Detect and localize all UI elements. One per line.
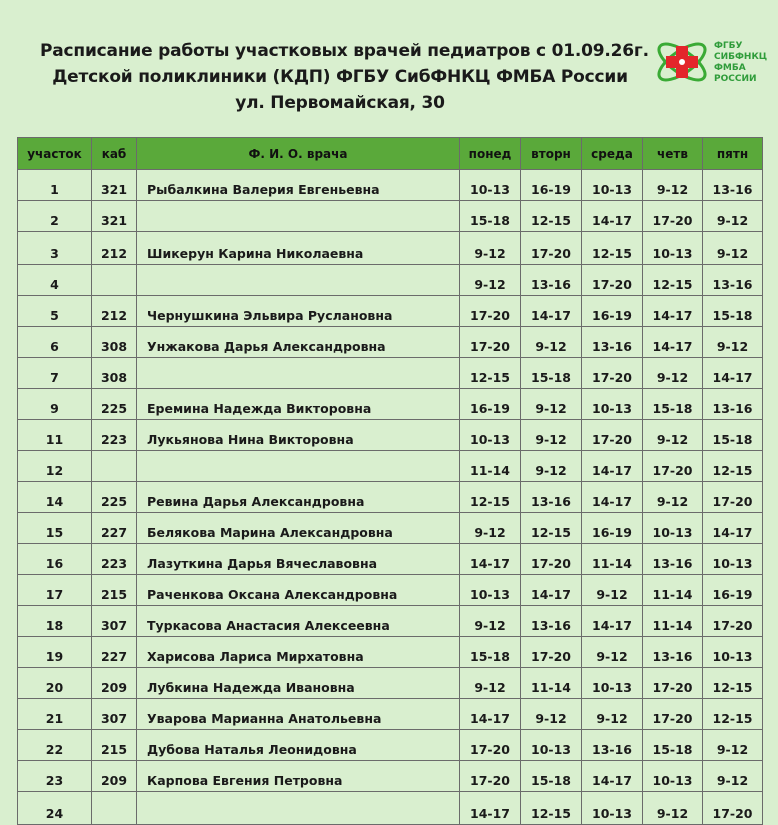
cell-tue: 12-15 [521,201,582,232]
cell-tue: 12-15 [521,792,582,825]
cell-mon: 14-17 [460,544,521,575]
cell-mon: 9-12 [460,606,521,637]
cell-mon: 17-20 [460,730,521,761]
cell-wed: 10-13 [582,170,643,201]
cell-doctor-name: Лукьянова Нина Викторовна [137,420,460,451]
cell-tue: 14-17 [521,296,582,327]
cell-tue: 12-15 [521,513,582,544]
cell-tue: 10-13 [521,730,582,761]
cell-fri: 9-12 [703,761,763,792]
cell-thu: 14-17 [643,296,703,327]
cell-doctor-name: Раченкова Оксана Александровна [137,575,460,606]
cell-thu: 11-14 [643,606,703,637]
cell-tue: 13-16 [521,606,582,637]
cell-thu: 10-13 [643,513,703,544]
cell-district: 23 [18,761,92,792]
cell-wed: 14-17 [582,606,643,637]
cell-fri: 12-15 [703,668,763,699]
cell-mon: 12-15 [460,482,521,513]
column-header: среда [582,138,643,170]
title-line-3: ул. Первомайская, 30 [235,93,445,113]
cell-wed: 17-20 [582,420,643,451]
table-row [18,544,763,575]
cell-room: 321 [92,201,137,232]
cell-thu: 14-17 [643,327,703,358]
cell-mon: 15-18 [460,637,521,668]
cell-mon: 11-14 [460,451,521,482]
cell-tue: 15-18 [521,761,582,792]
cell-room: 212 [92,296,137,327]
logo-text: ФГБУ СИБФНКЦ ФМБА РОССИИ [714,41,768,84]
cell-thu: 10-13 [643,761,703,792]
table-header-row [18,138,763,170]
table-row [18,606,763,637]
cell-wed: 11-14 [582,544,643,575]
cell-district: 7 [18,358,92,389]
cell-mon: 10-13 [460,420,521,451]
cell-district: 6 [18,327,92,358]
title-line-2: Детской поликлиники (КДП) ФГБУ СибФНКЦ ФМБА России [52,67,628,87]
cell-room: 223 [92,544,137,575]
cell-mon: 9-12 [460,265,521,296]
column-header: Ф. И. О. врача [137,138,460,170]
cell-wed: 14-17 [582,201,643,232]
cell-room: 227 [92,513,137,544]
cell-district: 16 [18,544,92,575]
cell-tue: 17-20 [521,232,582,265]
page-title [40,38,649,116]
cell-doctor-name: Уварова Марианна Анатольевна [137,699,460,730]
cell-room: 308 [92,327,137,358]
cell-room: 212 [92,232,137,265]
cell-thu: 12-15 [643,265,703,296]
table-row [18,699,763,730]
column-header: вторн [521,138,582,170]
cell-room: 215 [92,575,137,606]
cell-tue: 13-16 [521,265,582,296]
cell-district: 12 [18,451,92,482]
cell-room: 307 [92,606,137,637]
cell-district: 24 [18,792,92,825]
cell-tue: 9-12 [521,451,582,482]
cell-fri: 14-17 [703,358,763,389]
table-row [18,265,763,296]
cell-wed: 14-17 [582,482,643,513]
cell-fri: 9-12 [703,730,763,761]
column-header: участок [18,138,92,170]
table-row [18,232,763,265]
cell-wed: 16-19 [582,513,643,544]
table-row [18,575,763,606]
table-row [18,482,763,513]
cell-room [92,265,137,296]
cell-room: 215 [92,730,137,761]
cell-wed: 17-20 [582,265,643,296]
cell-district: 21 [18,699,92,730]
cell-tue: 13-16 [521,482,582,513]
cell-room: 225 [92,389,137,420]
cell-fri: 17-20 [703,482,763,513]
cell-mon: 17-20 [460,296,521,327]
cell-tue: 9-12 [521,699,582,730]
table-row [18,513,763,544]
schedule-table [17,137,763,825]
cell-doctor-name: Лубкина Надежда Ивановна [137,668,460,699]
cell-fri: 15-18 [703,420,763,451]
table-row [18,201,763,232]
cell-wed: 14-17 [582,451,643,482]
cell-wed: 9-12 [582,699,643,730]
cell-wed: 9-12 [582,637,643,668]
cell-district: 2 [18,201,92,232]
cell-mon: 17-20 [460,327,521,358]
cell-tue: 14-17 [521,575,582,606]
cell-tue: 17-20 [521,637,582,668]
cell-district: 17 [18,575,92,606]
cell-thu: 17-20 [643,668,703,699]
cell-thu: 17-20 [643,699,703,730]
cell-thu: 10-13 [643,232,703,265]
cell-room: 209 [92,668,137,699]
cell-room: 223 [92,420,137,451]
cell-wed: 17-20 [582,358,643,389]
cell-room: 321 [92,170,137,201]
column-header: понед [460,138,521,170]
cell-wed: 9-12 [582,575,643,606]
cell-doctor-name: Туркасова Анастасия Алексеевна [137,606,460,637]
column-header: каб [92,138,137,170]
cell-tue: 15-18 [521,358,582,389]
cell-mon: 9-12 [460,232,521,265]
cell-room: 209 [92,761,137,792]
cell-district: 1 [18,170,92,201]
cell-wed: 10-13 [582,389,643,420]
table-row [18,170,763,201]
cell-tue: 11-14 [521,668,582,699]
cell-tue: 16-19 [521,170,582,201]
cell-mon: 14-17 [460,699,521,730]
cell-doctor-name [137,201,460,232]
cell-room [92,792,137,825]
cell-wed: 14-17 [582,761,643,792]
cell-thu: 13-16 [643,637,703,668]
cell-mon: 10-13 [460,575,521,606]
cell-doctor-name: Унжакова Дарья Александровна [137,327,460,358]
table-row [18,730,763,761]
logo [652,32,772,94]
table-row [18,637,763,668]
cell-mon: 17-20 [460,761,521,792]
table-row [18,792,763,825]
cell-mon: 14-17 [460,792,521,825]
column-header: пятн [703,138,763,170]
table-row [18,296,763,327]
cell-thu: 9-12 [643,170,703,201]
cell-district: 19 [18,637,92,668]
title-line-1: Расписание работы участковых врачей педиатров с 01.09.26г. [40,41,649,61]
cell-fri: 17-20 [703,792,763,825]
cell-thu: 15-18 [643,389,703,420]
cell-wed: 10-13 [582,792,643,825]
page-header [0,0,778,132]
cell-wed: 12-15 [582,232,643,265]
cell-district: 22 [18,730,92,761]
cell-fri: 10-13 [703,544,763,575]
cell-fri: 14-17 [703,513,763,544]
cell-mon: 12-15 [460,358,521,389]
cell-district: 14 [18,482,92,513]
cell-district: 5 [18,296,92,327]
cell-district: 11 [18,420,92,451]
cell-fri: 17-20 [703,606,763,637]
cell-mon: 10-13 [460,170,521,201]
cell-tue: 9-12 [521,420,582,451]
column-header: четв [643,138,703,170]
cell-thu: 13-16 [643,544,703,575]
cell-thu: 9-12 [643,482,703,513]
cell-fri: 13-16 [703,265,763,296]
cell-mon: 15-18 [460,201,521,232]
red-cross-atom-icon [652,32,714,94]
cell-doctor-name [137,792,460,825]
cell-wed: 16-19 [582,296,643,327]
cell-room [92,451,137,482]
cell-tue: 9-12 [521,389,582,420]
cell-wed: 10-13 [582,668,643,699]
cell-fri: 9-12 [703,201,763,232]
cell-doctor-name: Чернушкина Эльвира Руслановна [137,296,460,327]
cell-doctor-name: Рыбалкина Валерия Евгеньевна [137,170,460,201]
cell-doctor-name: Лазуткина Дарья Вячеславовна [137,544,460,575]
cell-thu: 17-20 [643,451,703,482]
table-row [18,451,763,482]
cell-fri: 9-12 [703,232,763,265]
cell-district: 4 [18,265,92,296]
cell-fri: 13-16 [703,389,763,420]
cell-mon: 9-12 [460,513,521,544]
cell-doctor-name: Белякова Марина Александровна [137,513,460,544]
cell-thu: 11-14 [643,575,703,606]
cell-mon: 9-12 [460,668,521,699]
cell-district: 9 [18,389,92,420]
cell-room: 225 [92,482,137,513]
cell-doctor-name: Харисова Лариса Мирхатовна [137,637,460,668]
cell-thu: 9-12 [643,792,703,825]
table-row [18,358,763,389]
cell-tue: 17-20 [521,544,582,575]
table-row [18,327,763,358]
table-row [18,389,763,420]
cell-fri: 12-15 [703,451,763,482]
cell-room: 227 [92,637,137,668]
cell-wed: 13-16 [582,730,643,761]
cell-fri: 16-19 [703,575,763,606]
cell-district: 18 [18,606,92,637]
cell-wed: 13-16 [582,327,643,358]
cell-fri: 13-16 [703,170,763,201]
cell-doctor-name: Карпова Евгения Петровна [137,761,460,792]
cell-thu: 15-18 [643,730,703,761]
table-row [18,668,763,699]
cell-room: 308 [92,358,137,389]
table-row [18,761,763,792]
cell-district: 20 [18,668,92,699]
cell-thu: 9-12 [643,358,703,389]
cell-fri: 10-13 [703,637,763,668]
cell-doctor-name [137,358,460,389]
cell-thu: 17-20 [643,201,703,232]
cell-doctor-name [137,265,460,296]
cell-fri: 9-12 [703,327,763,358]
cell-district: 15 [18,513,92,544]
cell-district: 3 [18,232,92,265]
table-row [18,420,763,451]
cell-mon: 16-19 [460,389,521,420]
cell-doctor-name: Ревина Дарья Александровна [137,482,460,513]
cell-doctor-name: Шикерун Карина Николаевна [137,232,460,265]
cell-doctor-name: Еремина Надежда Викторовна [137,389,460,420]
cell-fri: 12-15 [703,699,763,730]
cell-room: 307 [92,699,137,730]
cell-fri: 15-18 [703,296,763,327]
cell-doctor-name: Дубова Наталья Леонидовна [137,730,460,761]
cell-tue: 9-12 [521,327,582,358]
cell-doctor-name [137,451,460,482]
cell-thu: 9-12 [643,420,703,451]
